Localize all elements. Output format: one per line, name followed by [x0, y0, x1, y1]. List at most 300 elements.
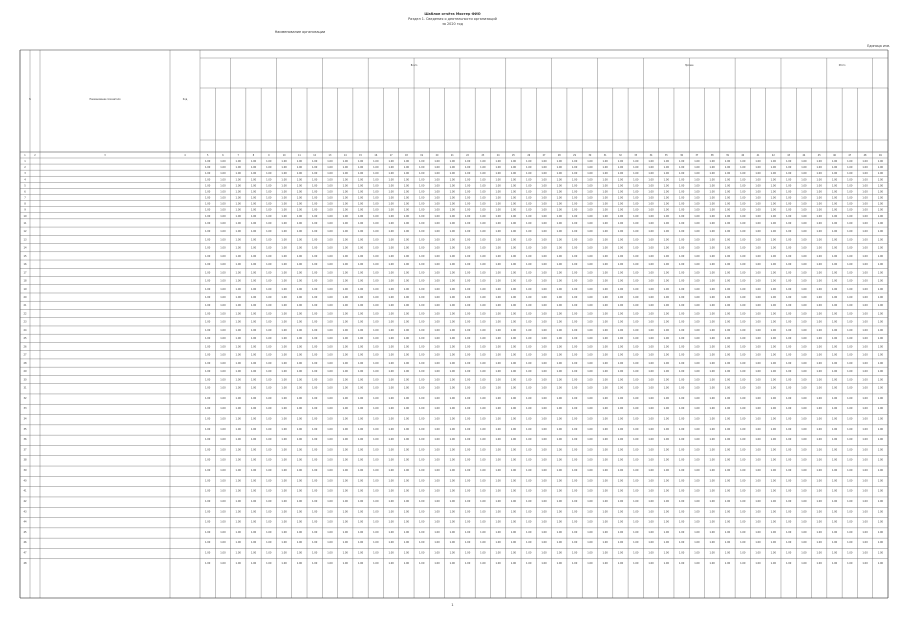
data-cell: 1.00: [785, 530, 792, 534]
data-cell: 1.00: [862, 337, 868, 341]
data-cell: 1.00: [250, 520, 257, 524]
data-cell: 1.00: [602, 353, 608, 357]
data-cell: 1.00: [312, 178, 318, 182]
data-cell: 1.00: [663, 345, 669, 349]
data-cell: 1.00: [281, 172, 287, 176]
data-cell: 1.00: [266, 295, 272, 299]
data-cell: 1.00: [556, 530, 562, 534]
data-cell: 1.00: [678, 287, 685, 291]
data-cell: 1.00: [526, 214, 532, 218]
data-cell: 1.00: [250, 499, 257, 503]
data-cell: 1.00: [357, 230, 364, 234]
data-cell: 1.00: [755, 353, 761, 357]
data-cell: 1.00: [235, 510, 241, 514]
data-cell: 1.00: [373, 172, 379, 176]
row-number: 38: [23, 458, 27, 462]
data-cell: 1.00: [327, 166, 333, 170]
data-cell: 1.00: [281, 551, 287, 555]
data-cell: 1.00: [403, 396, 410, 400]
data-cell: 1.00: [740, 208, 746, 212]
data-cell: 1.00: [678, 427, 685, 431]
data-cell: 1.00: [434, 279, 440, 283]
data-cell: 1.00: [617, 479, 624, 483]
data-cell: 1.00: [235, 271, 241, 275]
data-cell: 1.00: [678, 396, 685, 400]
data-cell: 1.00: [464, 396, 471, 400]
data-cell: 1.00: [877, 396, 884, 400]
data-cell: 1.00: [388, 479, 394, 483]
data-cell: 1.00: [526, 361, 532, 365]
data-cell: 1.00: [250, 172, 257, 176]
data-cell: 1.00: [617, 345, 624, 349]
data-cell: 1.00: [801, 190, 807, 194]
data-cell: 1.00: [250, 353, 257, 357]
data-cell: 1.00: [526, 353, 532, 357]
data-cell: 1.00: [250, 438, 257, 442]
data-cell: 1.00: [373, 208, 379, 212]
data-cell: 1.00: [831, 328, 838, 332]
data-cell: 1.00: [633, 254, 639, 258]
data-cell: 1.00: [663, 337, 669, 341]
data-cell: 1.00: [694, 320, 700, 324]
data-cell: 1.00: [250, 396, 257, 400]
data-cell: 1.00: [785, 541, 792, 545]
data-cell: 1.00: [266, 287, 272, 291]
data-cell: 1.00: [571, 361, 578, 365]
row-number: 5: [24, 184, 26, 188]
column-number: 4: [184, 154, 186, 158]
data-cell: 1.00: [480, 295, 486, 299]
data-cell: 1.00: [373, 458, 379, 462]
data-cell: 1.00: [296, 530, 303, 534]
data-cell: 1.00: [541, 166, 547, 170]
data-cell: 1.00: [617, 328, 624, 332]
data-cell: 1.00: [266, 320, 272, 324]
data-cell: 1.00: [785, 353, 792, 357]
data-cell: 1.00: [648, 479, 654, 483]
data-cell: 1.00: [342, 530, 348, 534]
data-cell: 1.00: [250, 178, 257, 182]
data-cell: 1.00: [709, 386, 715, 390]
data-cell: 1.00: [755, 499, 761, 503]
data-cell: 1.00: [266, 345, 272, 349]
data-cell: 1.00: [327, 353, 333, 357]
data-cell: 1.00: [755, 221, 761, 225]
data-cell: 1.00: [510, 541, 517, 545]
data-cell: 1.00: [862, 438, 868, 442]
data-cell: 1.00: [480, 320, 486, 324]
data-cell: 1.00: [770, 337, 776, 341]
data-cell: 1.00: [571, 551, 578, 555]
data-cell: 1.00: [755, 312, 761, 316]
data-cell: 1.00: [785, 417, 792, 421]
data-cell: 1.00: [663, 328, 669, 332]
data-cell: 1.00: [648, 448, 654, 452]
data-cell: 1.00: [602, 279, 608, 283]
data-cell: 1.00: [220, 337, 226, 341]
data-cell: 1.00: [266, 353, 272, 357]
data-cell: 1.00: [235, 320, 241, 324]
data-cell: 1.00: [419, 328, 425, 332]
data-cell: 1.00: [281, 295, 287, 299]
data-cell: 1.00: [648, 370, 654, 374]
data-cell: 1.00: [862, 295, 868, 299]
data-cell: 1.00: [388, 489, 394, 493]
data-cell: 1.00: [388, 320, 394, 324]
data-cell: 1.00: [877, 458, 884, 462]
data-cell: 1.00: [633, 178, 639, 182]
data-cell: 1.00: [449, 279, 455, 283]
row-number: 40: [23, 479, 27, 483]
data-cell: 1.00: [571, 353, 578, 357]
data-cell: 1.00: [633, 312, 639, 316]
data-cell: 1.00: [648, 386, 654, 390]
data-cell: 1.00: [862, 279, 868, 283]
data-cell: 1.00: [694, 438, 700, 442]
data-cell: 1.00: [464, 328, 471, 332]
data-cell: 1.00: [204, 458, 211, 462]
data-cell: 1.00: [709, 214, 715, 218]
row-number: 23: [23, 320, 27, 324]
data-cell: 1.00: [312, 370, 318, 374]
data-cell: 1.00: [571, 184, 578, 188]
data-cell: 1.00: [694, 190, 700, 194]
data-cell: 1.00: [419, 238, 425, 242]
column-number: 42: [771, 154, 775, 158]
data-cell: 1.00: [373, 551, 379, 555]
data-cell: 1.00: [357, 530, 364, 534]
data-cell: 1.00: [831, 520, 838, 524]
data-cell: 1.00: [510, 407, 517, 411]
data-cell: 1.00: [785, 378, 792, 382]
data-cell: 1.00: [449, 214, 455, 218]
data-cell: 1.00: [480, 489, 486, 493]
data-cell: 1.00: [526, 190, 532, 194]
data-cell: 1.00: [709, 238, 715, 242]
data-cell: 1.00: [464, 196, 471, 200]
row-number: 43: [23, 510, 27, 514]
data-cell: 1.00: [617, 230, 624, 234]
data-cell: 1.00: [770, 469, 776, 473]
data-cell: 1.00: [724, 510, 731, 514]
data-cell: 1.00: [602, 287, 608, 291]
data-cell: 1.00: [877, 160, 884, 164]
data-cell: 1.00: [541, 263, 547, 267]
data-cell: 1.00: [709, 427, 715, 431]
data-cell: 1.00: [862, 370, 868, 374]
data-cell: 1.00: [526, 295, 532, 299]
data-cell: 1.00: [678, 469, 685, 473]
data-cell: 1.00: [770, 160, 776, 164]
data-cell: 1.00: [847, 561, 853, 565]
data-cell: 1.00: [403, 230, 410, 234]
data-cell: 1.00: [388, 337, 394, 341]
data-cell: 1.00: [464, 386, 471, 390]
data-cell: 1.00: [770, 345, 776, 349]
data-cell: 1.00: [587, 417, 593, 421]
data-cell: 1.00: [801, 510, 807, 514]
data-cell: 1.00: [740, 361, 746, 365]
row-number: 47: [23, 551, 27, 555]
data-cell: 1.00: [526, 246, 532, 250]
data-cell: 1.00: [327, 172, 333, 176]
data-cell: 1.00: [770, 407, 776, 411]
data-cell: 1.00: [480, 427, 486, 431]
data-cell: 1.00: [526, 172, 532, 176]
row-number: 4: [24, 178, 26, 182]
data-cell: 1.00: [755, 271, 761, 275]
data-cell: 1.00: [373, 417, 379, 421]
data-cell: 1.00: [250, 287, 257, 291]
data-cell: 1.00: [220, 271, 226, 275]
data-cell: 1.00: [449, 202, 455, 206]
data-cell: 1.00: [464, 499, 471, 503]
data-cell: 1.00: [373, 271, 379, 275]
data-cell: 1.00: [709, 353, 715, 357]
data-cell: 1.00: [281, 238, 287, 242]
data-cell: 1.00: [709, 246, 715, 250]
data-cell: 1.00: [816, 551, 822, 555]
data-cell: 1.00: [388, 386, 394, 390]
data-cell: 1.00: [755, 469, 761, 473]
data-cell: 1.00: [312, 386, 318, 390]
data-cell: 1.00: [816, 417, 822, 421]
data-cell: 1.00: [312, 458, 318, 462]
data-cell: 1.00: [419, 271, 425, 275]
data-cell: 1.00: [250, 190, 257, 194]
data-cell: 1.00: [571, 295, 578, 299]
data-cell: 1.00: [388, 396, 394, 400]
data-cell: 1.00: [312, 304, 318, 308]
data-cell: 1.00: [220, 166, 226, 170]
data-cell: 1.00: [663, 458, 669, 462]
data-cell: 1.00: [235, 166, 241, 170]
data-cell: 1.00: [663, 202, 669, 206]
data-cell: 1.00: [678, 295, 685, 299]
data-cell: 1.00: [602, 312, 608, 316]
data-cell: 1.00: [663, 287, 669, 291]
data-cell: 1.00: [877, 378, 884, 382]
data-cell: 1.00: [510, 202, 517, 206]
data-cell: 1.00: [602, 407, 608, 411]
data-cell: 1.00: [296, 458, 303, 462]
data-cell: 1.00: [709, 172, 715, 176]
data-cell: 1.00: [327, 304, 333, 308]
data-cell: 1.00: [357, 279, 364, 283]
data-cell: 1.00: [816, 489, 822, 493]
data-cell: 1.00: [724, 287, 731, 291]
data-cell: 1.00: [617, 561, 624, 565]
data-cell: 1.00: [877, 246, 884, 250]
data-cell: 1.00: [541, 370, 547, 374]
column-number: 24: [496, 154, 500, 158]
column-number: 45: [817, 154, 821, 158]
data-cell: 1.00: [770, 202, 776, 206]
data-cell: 1.00: [449, 427, 455, 431]
data-cell: 1.00: [419, 448, 425, 452]
data-cell: 1.00: [464, 530, 471, 534]
data-cell: 1.00: [495, 230, 501, 234]
data-cell: 1.00: [740, 263, 746, 267]
data-cell: 1.00: [648, 499, 654, 503]
data-cell: 1.00: [587, 448, 593, 452]
data-cell: 1.00: [204, 230, 211, 234]
data-cell: 1.00: [204, 221, 211, 225]
data-cell: 1.00: [220, 184, 226, 188]
data-cell: 1.00: [709, 184, 715, 188]
data-cell: 1.00: [785, 337, 792, 341]
data-cell: 1.00: [327, 271, 333, 275]
data-cell: 1.00: [755, 417, 761, 421]
data-cell: 1.00: [877, 386, 884, 390]
data-cell: 1.00: [526, 254, 532, 258]
data-cell: 1.00: [296, 166, 303, 170]
data-cell: 1.00: [312, 295, 318, 299]
data-cell: 1.00: [541, 246, 547, 250]
data-cell: 1.00: [801, 184, 807, 188]
data-cell: 1.00: [480, 312, 486, 316]
data-cell: 1.00: [510, 279, 517, 283]
data-cell: 1.00: [250, 427, 257, 431]
data-cell: 1.00: [847, 196, 853, 200]
data-cell: 1.00: [633, 221, 639, 225]
data-cell: 1.00: [770, 271, 776, 275]
data-cell: 1.00: [801, 254, 807, 258]
data-cell: 1.00: [617, 184, 624, 188]
data-cell: 1.00: [816, 178, 822, 182]
data-cell: 1.00: [388, 510, 394, 514]
data-cell: 1.00: [831, 345, 838, 349]
data-cell: 1.00: [663, 520, 669, 524]
data-cell: 1.00: [281, 221, 287, 225]
data-cell: 1.00: [862, 328, 868, 332]
data-cell: 1.00: [663, 172, 669, 176]
data-cell: 1.00: [266, 361, 272, 365]
data-cell: 1.00: [480, 246, 486, 250]
data-cell: 1.00: [327, 378, 333, 382]
data-cell: 1.00: [862, 489, 868, 493]
data-cell: 1.00: [204, 520, 211, 524]
data-cell: 1.00: [617, 160, 624, 164]
data-cell: 1.00: [480, 230, 486, 234]
data-cell: 1.00: [709, 561, 715, 565]
data-cell: 1.00: [250, 246, 257, 250]
data-cell: 1.00: [312, 202, 318, 206]
data-cell: 1.00: [663, 160, 669, 164]
data-cell: 1.00: [464, 469, 471, 473]
data-cell: 1.00: [495, 166, 501, 170]
data-cell: 1.00: [480, 438, 486, 442]
data-cell: 1.00: [801, 551, 807, 555]
data-cell: 1.00: [617, 541, 624, 545]
column-number: 18: [405, 154, 408, 158]
data-cell: 1.00: [266, 530, 272, 534]
data-cell: 1.00: [663, 438, 669, 442]
row-number: 20: [23, 295, 27, 299]
data-cell: 1.00: [862, 417, 868, 421]
data-cell: 1.00: [510, 246, 517, 250]
data-cell: 1.00: [388, 214, 394, 218]
data-cell: 1.00: [740, 353, 746, 357]
data-cell: 1.00: [312, 530, 318, 534]
data-cell: 1.00: [755, 254, 761, 258]
data-cell: 1.00: [526, 184, 532, 188]
data-cell: 1.00: [419, 320, 425, 324]
data-cell: 1.00: [571, 407, 578, 411]
data-cell: 1.00: [678, 166, 685, 170]
data-cell: 1.00: [724, 551, 731, 555]
data-cell: 1.00: [495, 295, 501, 299]
data-cell: 1.00: [373, 202, 379, 206]
data-cell: 1.00: [419, 190, 425, 194]
data-cell: 1.00: [801, 304, 807, 308]
data-cell: 1.00: [204, 378, 211, 382]
data-cell: 1.00: [541, 345, 547, 349]
data-cell: 1.00: [419, 304, 425, 308]
data-cell: 1.00: [388, 184, 394, 188]
data-cell: 1.00: [571, 263, 578, 267]
data-cell: 1.00: [847, 160, 853, 164]
data-cell: 1.00: [755, 184, 761, 188]
data-cell: 1.00: [724, 190, 731, 194]
data-cell: 1.00: [724, 320, 731, 324]
data-cell: 1.00: [220, 172, 226, 176]
data-cell: 1.00: [633, 396, 639, 400]
data-cell: 1.00: [296, 230, 303, 234]
data-cell: 1.00: [434, 370, 440, 374]
data-cell: 1.00: [602, 166, 608, 170]
data-cell: 1.00: [510, 328, 517, 332]
data-cell: 1.00: [526, 287, 532, 291]
data-cell: 1.00: [327, 214, 333, 218]
data-cell: 1.00: [633, 499, 639, 503]
data-cell: 1.00: [495, 287, 501, 291]
data-cell: 1.00: [571, 208, 578, 212]
data-cell: 1.00: [709, 469, 715, 473]
data-cell: 1.00: [709, 196, 715, 200]
data-cell: 1.00: [296, 190, 303, 194]
data-cell: 1.00: [480, 417, 486, 421]
data-cell: 1.00: [785, 551, 792, 555]
data-cell: 1.00: [296, 271, 303, 275]
data-cell: 1.00: [204, 254, 211, 258]
data-cell: 1.00: [801, 230, 807, 234]
data-cell: 1.00: [281, 417, 287, 421]
data-cell: 1.00: [770, 489, 776, 493]
data-cell: 1.00: [281, 448, 287, 452]
data-cell: 1.00: [296, 370, 303, 374]
data-cell: 1.00: [571, 345, 578, 349]
data-cell: 1.00: [235, 378, 241, 382]
data-cell: 1.00: [342, 417, 348, 421]
data-cell: 1.00: [342, 271, 348, 275]
data-cell: 1.00: [678, 196, 685, 200]
data-cell: 1.00: [526, 458, 532, 462]
data-cell: 1.00: [495, 328, 501, 332]
data-cell: 1.00: [847, 328, 853, 332]
data-cell: 1.00: [740, 166, 746, 170]
data-cell: 1.00: [755, 230, 761, 234]
data-cell: 1.00: [266, 561, 272, 565]
data-cell: 1.00: [801, 541, 807, 545]
data-cell: 1.00: [403, 287, 410, 291]
data-cell: 1.00: [877, 417, 884, 421]
data-cell: 1.00: [709, 479, 715, 483]
data-cell: 1.00: [327, 328, 333, 332]
data-cell: 1.00: [571, 458, 578, 462]
data-cell: 1.00: [449, 320, 455, 324]
data-cell: 1.00: [526, 312, 532, 316]
